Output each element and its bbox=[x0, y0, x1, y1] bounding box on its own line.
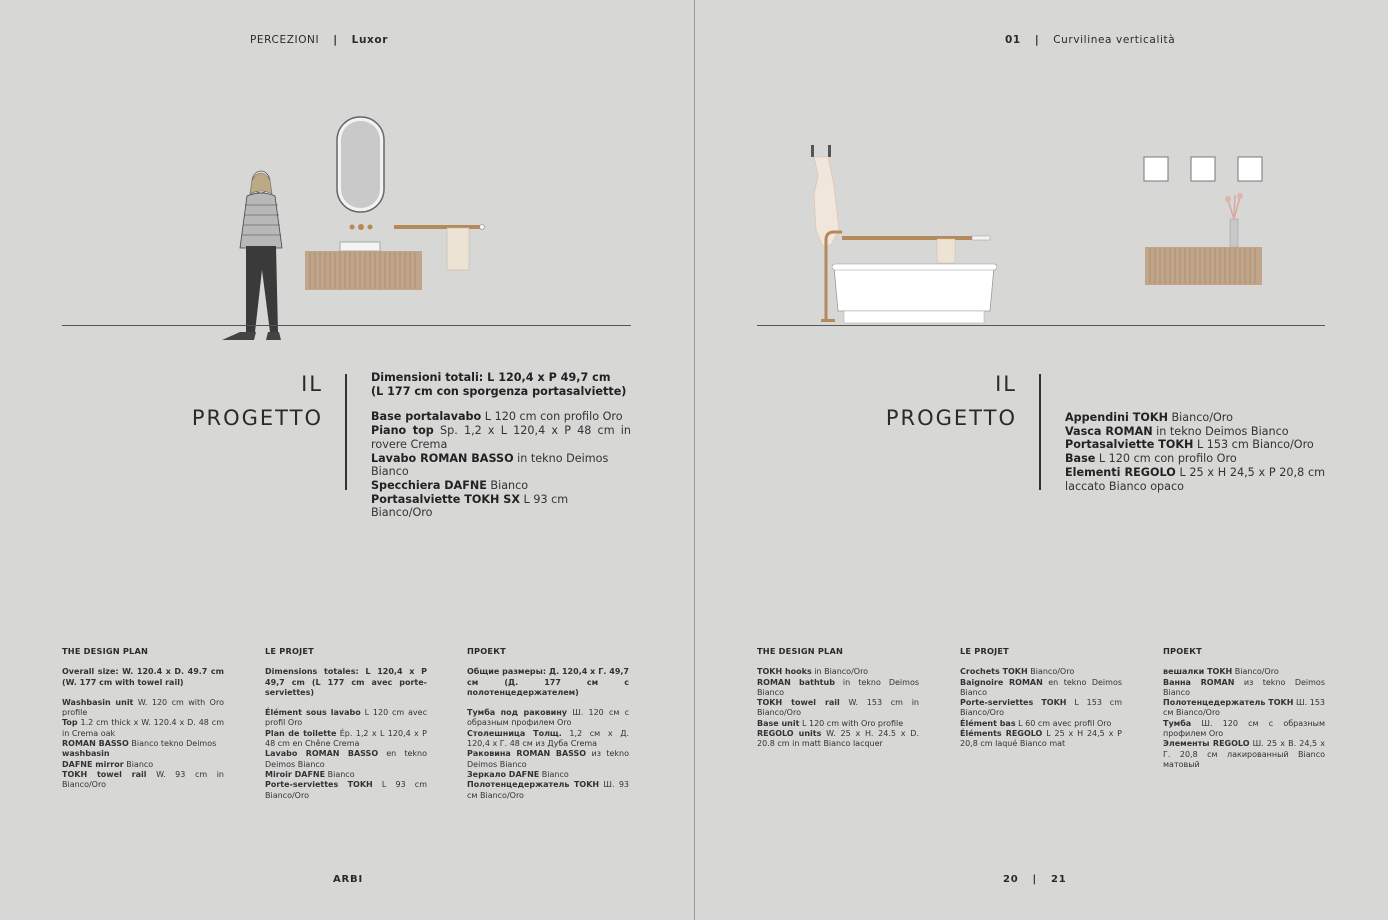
column-item: Porte-serviettes TOKH L 93 cm Bianco/Oro bbox=[265, 780, 427, 800]
column-heading: ПРОЕКТ bbox=[467, 646, 506, 656]
column-item: TOKH hooks in Bianco/Oro bbox=[757, 667, 869, 677]
tap-left bbox=[350, 225, 355, 230]
column-item: Crochets TOKH Bianco/Oro bbox=[960, 667, 1075, 677]
column-item: DAFNE mirror Bianco bbox=[62, 759, 154, 769]
column-item: Élément bas L 60 cm avec profil Oro bbox=[960, 718, 1112, 728]
column-item: вешалки TOKH Bianco/Oro bbox=[1163, 667, 1279, 677]
header-number: 01 bbox=[1005, 34, 1021, 46]
header-section: PERCEZIONI bbox=[250, 34, 320, 46]
column-item: washbasin bbox=[62, 749, 110, 759]
bathtub-rim bbox=[832, 264, 997, 270]
floor-line bbox=[62, 325, 631, 326]
left-header bbox=[250, 34, 388, 46]
title-line-2: PROGETTO bbox=[191, 406, 323, 430]
column-english bbox=[757, 646, 919, 750]
spec-item: Piano top Sp. 1,2 x L 120,4 x P 48 cm in rovere Crema bbox=[371, 424, 631, 451]
column-heading: THE DESIGN PLAN bbox=[757, 646, 844, 656]
rail-end bbox=[480, 225, 485, 230]
title-divider bbox=[345, 374, 347, 490]
spec-item: Appendini TOKH Bianco/Oro bbox=[1065, 411, 1234, 424]
header-collection: Luxor bbox=[351, 34, 388, 46]
flower bbox=[1237, 193, 1243, 199]
column-french bbox=[960, 646, 1122, 750]
column-heading: ПРОЕКТ bbox=[1163, 646, 1202, 656]
page-numbers bbox=[1003, 874, 1067, 885]
header-separator: | bbox=[333, 34, 338, 46]
roman-illustration bbox=[794, 135, 1294, 330]
spec-dimensions: Dimensioni totali: L 120,4 x P 49,7 cm bbox=[371, 371, 611, 384]
column-item: Зеркало DAFNE Bianco bbox=[467, 769, 569, 779]
spec-item: Base portalavabo L 120 cm con profilo Oro bbox=[371, 410, 623, 424]
spec-item: Specchiera DAFNE Bianco bbox=[371, 478, 529, 492]
column-intro: Dimensions totales: L 120,4 x P 49,7 cm (L 177 cm avec porte-serviettes) bbox=[265, 667, 427, 697]
column-item: Элементы REGOLO Ш. 25 x В. 24,5 x Г. 20,8 см лакированный Bianco матовый bbox=[1163, 739, 1325, 769]
column-item: Тумба Ш. 120 см с образным профилем Oro bbox=[1163, 718, 1325, 739]
towel bbox=[937, 239, 955, 263]
tap-right bbox=[368, 225, 373, 230]
column-item: Ванна ROMAN из tekno Deimos Bianco bbox=[1163, 677, 1325, 697]
column-russian bbox=[1163, 646, 1325, 770]
tokh-hook-1 bbox=[811, 145, 814, 157]
vase bbox=[1230, 219, 1238, 247]
title-divider bbox=[1039, 374, 1041, 490]
spec-item: Portasalviette TOKH SX L 93 cm Bianco/Oro bbox=[371, 492, 569, 520]
human-figure bbox=[222, 171, 282, 340]
tokh-towel-rail bbox=[394, 225, 484, 229]
title-line-2: PROGETTO bbox=[885, 406, 1017, 430]
regolo-unit-2 bbox=[1191, 157, 1215, 181]
spec-item: Base L 120 cm con profilo Oro bbox=[1065, 452, 1237, 466]
left-spec bbox=[371, 371, 631, 520]
spec-item: Portasalviette TOKH L 153 cm Bianco/Oro bbox=[1065, 438, 1314, 452]
header-chapter: Curvilinea verticalità bbox=[1053, 34, 1176, 46]
spec-dimensions-note: (L 177 cm con sporgenza portasalviette) bbox=[371, 384, 627, 398]
column-heading: THE DESIGN PLAN bbox=[62, 646, 149, 656]
column-item: Полотенцедержатель TOKH Ш. 93 см Bianco/Oro bbox=[467, 780, 629, 800]
washbasin-unit bbox=[305, 251, 422, 290]
roman-basso-washbasin bbox=[340, 242, 380, 251]
spec-item: Elementi REGOLO L 25 x H 24,5 x P 20,8 cm laccato Bianco opaco bbox=[1065, 465, 1325, 493]
column-item: ROMAN BASSO Bianco tekno Deimos bbox=[62, 739, 217, 749]
column-item: Éléments REGOLO L 25 x H 24,5 x P 20,8 cm laqué Bianco mat bbox=[960, 729, 1122, 749]
column-intro: Общие размеры: Д. 120,4 x Г. 49,7 см (Д. 177 см с полотенцедержателем) bbox=[467, 667, 629, 697]
column-heading: LE PROJET bbox=[960, 646, 1009, 656]
tokh-hook-2 bbox=[828, 145, 831, 157]
tap-center bbox=[358, 224, 364, 230]
tap-base bbox=[821, 319, 835, 322]
column-item: REGOLO units W. 25 x H. 24.5 x D. 20.8 cm in matt Bianco lacquer bbox=[757, 729, 919, 749]
column-french bbox=[265, 646, 427, 801]
column-item: Раковина ROMAN BASSO из tekno Deimos Bianco bbox=[467, 749, 629, 769]
regolo-unit-1 bbox=[1144, 157, 1168, 181]
rail-end bbox=[972, 236, 990, 240]
right-spec bbox=[1065, 411, 1325, 493]
column-heading: LE PROJET bbox=[265, 646, 314, 656]
column-intro: Overall size: W. 120.4 x D. 49.7 cm (W. 177 cm with towel rail) bbox=[62, 667, 224, 687]
left-title bbox=[150, 367, 323, 435]
title-line-1: IL bbox=[301, 372, 323, 396]
column-item: Тумба под раковину Ш. 120 см с образным профилем Oro bbox=[467, 708, 629, 728]
column-item: Washbasin unit W. 120 cm with Oro profile bbox=[62, 697, 224, 718]
column-item: TOKH towel rail W. 153 cm in Bianco/Oro bbox=[757, 698, 919, 718]
column-item: Полотенцедержатель TOKH Ш. 153 см Bianco/Oro bbox=[1163, 698, 1325, 718]
column-english bbox=[62, 646, 224, 791]
floor-line bbox=[757, 325, 1325, 326]
page-number-left: 20 bbox=[1003, 874, 1019, 885]
column-item: Top 1.2 cm thick x W. 120.4 x D. 48 cm in Crema oak bbox=[62, 718, 224, 738]
column-item: ROMAN bathtub in tekno Deimos Bianco bbox=[757, 677, 919, 697]
column-item: Porte-serviettes TOKH L 153 cm Bianco/Oro bbox=[960, 698, 1122, 718]
column-item: Plan de toilette Ép. 1,2 x L 120,4 x P 48 cm en Chêne Crema bbox=[265, 728, 427, 749]
bathtub-base bbox=[844, 311, 984, 323]
title-line-1: IL bbox=[995, 372, 1017, 396]
page-number-separator: | bbox=[1032, 874, 1037, 885]
right-page bbox=[694, 0, 1388, 920]
left-footer-brand: ARBI bbox=[333, 874, 363, 885]
towel bbox=[447, 228, 469, 270]
regolo-unit-3 bbox=[1238, 157, 1262, 181]
right-title bbox=[844, 367, 1017, 435]
mirror-glass bbox=[341, 121, 380, 208]
column-item: Lavabo ROMAN BASSO en tekno Deimos Bianco bbox=[265, 749, 428, 769]
spec-item: Lavabo ROMAN BASSO in tekno Deimos Bianco bbox=[371, 451, 609, 479]
column-item: Baignoire ROMAN en tekno Deimos Bianco bbox=[960, 677, 1122, 697]
column-item: Столешница Толщ. 1,2 см x Д. 120,4 x Г. 48 см из Дуба Crema bbox=[467, 728, 629, 749]
roman-bathtub bbox=[834, 267, 994, 311]
column-item: TOKH towel rail W. 93 cm in Bianco/Oro bbox=[62, 769, 224, 790]
column-item: Miroir DAFNE Bianco bbox=[265, 769, 355, 779]
right-header bbox=[1005, 34, 1175, 46]
flower bbox=[1225, 196, 1231, 202]
luxor-illustration bbox=[200, 110, 500, 350]
header-separator: | bbox=[1034, 34, 1040, 46]
base-unit bbox=[1145, 247, 1262, 285]
column-item: Base unit L 120 cm with Oro profile bbox=[757, 718, 904, 728]
column-russian bbox=[467, 646, 629, 801]
spec-item: Vasca ROMAN in tekno Deimos Bianco bbox=[1065, 424, 1289, 438]
page-number-right: 21 bbox=[1050, 874, 1067, 885]
tokh-towel-rail bbox=[842, 236, 990, 240]
column-item: Élément sous lavabo L 120 cm avec profil Oro bbox=[265, 708, 427, 728]
